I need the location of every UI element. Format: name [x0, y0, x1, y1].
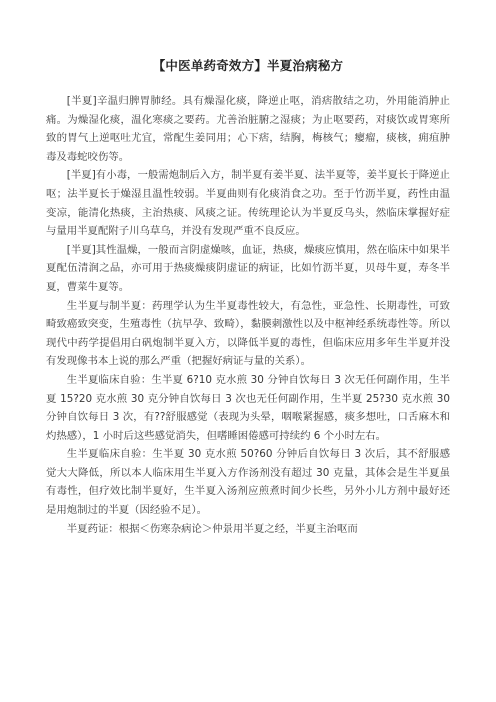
paragraph-banxia-toxicity: [半夏]有小毒，一般需炮制后入方，制半夏有姜半夏、法半夏等，姜半夏长于降逆止呕；法半夏长于燥湿且温性较弱。半夏曲则有化痰消食之功。至于竹沥半夏，药性由温变凉，能清化热痰，主治热痰、风痰之证。传统理论认为半夏反乌头，然临床掌握好症与量用半夏配附子川乌草乌，并没有发现严重不良反应。 — [46, 169, 450, 238]
paragraph-banxia-properties: [半夏]辛温归脾胃肺经。具有燥湿化痰，降逆止呕，消痞散结之功，外用能消肿止痛。为燥湿化痰，温化寒痰之要药。尤善治脏腑之湿痰；为止呕要药，对痰饮或胃寒所致的胃气上逆呕吐尤宜，常配生姜同用；心下痞，结胸，梅核气；瘿瘤，痰核，痈疽肿毒及毒蛇咬伤等。 — [46, 95, 450, 163]
paragraph-raw-vs-processed: 生半夏与制半夏：药理学认为生半夏毒性较大，有急性，亚急性、长期毒性，可致畸致癌致突变，生殖毒性（抗早孕、致畸），黏膜刺激性以及中枢神经系统毒性等。所以现代中药学提倡用白矾炮制半夏入方，以降低半夏的毒性，但临床应用多年生半夏并没有发现像书本上说的那么严重（把握好病证与量的关系）。 — [46, 299, 450, 368]
paragraph-banxia-caution: [半夏]其性温燥，一般而言阴虚燥咳，血证，热痰，燥痰应慎用，然在临床中如果半夏配伍清润之品，亦可用于热痰燥痰阴虚证的病证，比如竹沥半夏，贝母牛夏，寿冬半夏，曹菜牛夏等。 — [46, 243, 450, 293]
paragraph-clinical-test-2: 生半夏临床自验：生半夏 30 克水煎 50?60 分钟后自饮每日 3 次后，其不舒服感觉大大降低，所以本人临床用生半夏入方作汤剂没有超过 30 克量，其体会是生半夏虽有毒性，但疗效比制半夏好，生半夏入汤剂应煎煮时间少长些，另外小儿方剂中最好还是用炮制过的半夏（因经验不足）。 — [46, 448, 450, 517]
paragraph-clinical-test-1: 生半夏临床自验：生半夏 6?10 克水煎 30 分钟自饮每日 3 次无任何副作用，生半夏 15?20 克水煎 30 克分钟自饮每日 3 次也无任何副作用，生半夏 25?30 克水煎 30 分钟自饮每日 3 次，有??舒服感觉（表现为头晕，咽喉紧握感，痰多想吐，口舌麻木和灼热感），1 小时后这些感觉消失，但嗜睡困倦感可持续约 6 个小时左右。 — [46, 373, 450, 442]
article-body — [46, 92, 450, 538]
paragraph-medication-evidence: 半夏药证：根据＜伤寒杂病论＞仲景用半夏之经，半夏主治呕而 — [66, 522, 358, 535]
article-title: 【中医单药奇效方】半夏治病秘方 — [152, 58, 344, 73]
